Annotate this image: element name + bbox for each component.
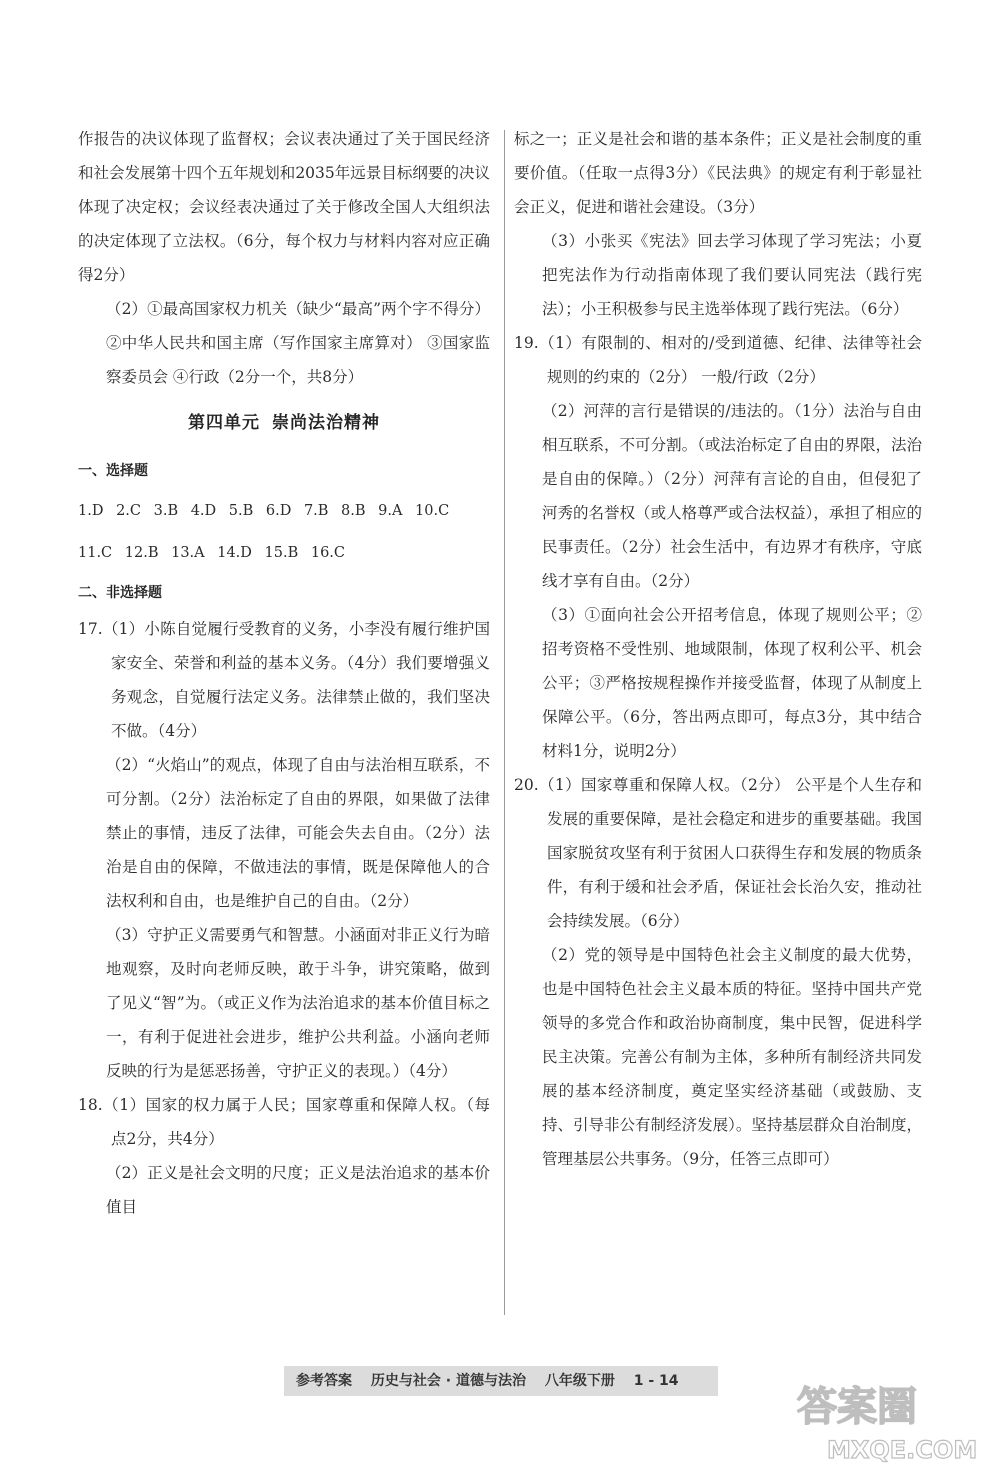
answer-17-3: （3）守护正义需要勇气和智慧。小涵面对非正义行为暗地观察，及时向老师反映，敢于斗争，讲究策略，做到了见义“智”为。（或正义作为法治追求的基本价值目标之一，有利于促进社会进步，维护公共利益。小涵向老师反映的行为是惩恶扬善，守护正义的表现。）（4分） xyxy=(106,926,490,1080)
section-heading-choice: 一、选择题 xyxy=(78,463,148,479)
right-column xyxy=(514,122,922,1176)
answer-19-2: （2）河萍的言行是错误的/违法的。（1分）法治与自由相互联系，不可分割。（或法治标定了自由的界限，法治是自由的保障。）（2分）河萍有言论的自由，但侵犯了河秀的名誉权（或人格尊严或合法权益），承担了相应的民事责任。（2分）社会生活中，有边界才有秩序，守底线才享有自由。（2分） xyxy=(542,402,922,590)
unit-number: 第四单元 xyxy=(188,413,260,433)
left-paragraph-continued: 作报告的决议体现了监督权；会议表决通过了关于国民经济和社会发展第十四个五年规划和2035年远景目标纲要的决议体现了决定权；会议经表决通过了关于修改全国人大组织法的决定体现了立法权。（6分，每个权力与材料内容对应正确得2分） xyxy=(78,130,490,284)
answer-17-1: 17.（1）小陈自觉履行受教育的义务，小李没有履行维护国家安全、荣誉和利益的基本义务。（4分）我们要增强义务观念，自觉履行法定义务。法律禁止做的，我们坚决不做。（4分） xyxy=(78,620,490,740)
footer-label: 参考答案 xyxy=(296,1373,352,1389)
answer-18-1: 18.（1）国家的权力属于人民；国家尊重和保障人权。（每点2分，共4分） xyxy=(78,1096,490,1148)
answer-19-1: 19.（1）有限制的、相对的/受到道德、纪律、法律等社会规则的约束的（2分） 一般/行政（2分） xyxy=(514,334,922,386)
footer-grade: 八年级下册 xyxy=(544,1373,615,1389)
choice-answers-row-2: 11.C 12.B 13.A 14.D 15.B 16.C xyxy=(78,545,346,561)
answer-17-2: （2）“火焰山”的观点，体现了自由与法治相互联系，不可分割。（2分）法治标定了自由的界限，如果做了法律禁止的事情，违反了法律，可能会失去自由。（2分）法治是自由的保障，不做违法的事情，既是保障他人的合法权利和自由，也是维护自己的自由。（2分） xyxy=(106,756,490,910)
answer-18-3: （3）小张买《宪法》回去学习体现了学习宪法；小夏把宪法作为行动指南体现了我们要认同宪法（践行宪法）；小王积极参与民主选举体现了践行宪法。（6分） xyxy=(542,232,922,318)
watermark-text-bottom: MXQE.COM xyxy=(827,1436,978,1464)
answer-20-1: 20.（1）国家尊重和保障人权。（2分） 公平是个人生存和发展的重要保障，是社会稳定和进步的重要基础。我国国家脱贫攻坚有利于贫困人口获得生存和发展的物质条件，有利于缓和社会矛盾，保证社会长治久安，推动社会持续发展。（6分） xyxy=(514,776,922,930)
right-paragraph-continued: 标之一；正义是社会和谐的基本条件；正义是社会制度的重要价值。（任取一点得3分）《民法典》的规定有利于彰显社会正义，促进和谐社会建设。（3分） xyxy=(514,130,922,216)
answer-18-2: （2）正义是社会文明的尺度；正义是法治追求的基本价值目 xyxy=(106,1164,490,1216)
watermark-text-top: 答案圈 xyxy=(797,1384,917,1430)
section-heading-nonchoice: 二、非选择题 xyxy=(78,585,162,601)
choice-answers-row-1: 1.D 2.C 3.B 4.D 5.B 6.D 7.B 8.B 9.A 10.C xyxy=(78,503,450,519)
watermark-logo xyxy=(793,1370,983,1466)
footer-page: 1 - 14 xyxy=(633,1373,679,1389)
footer-subject: 历史与社会 · 道德与法治 xyxy=(370,1373,526,1389)
column-divider xyxy=(504,130,505,1315)
left-column xyxy=(78,122,490,1224)
unit-title xyxy=(78,394,490,452)
footer-bar xyxy=(284,1366,718,1396)
unit-name: 崇尚法治精神 xyxy=(272,413,380,433)
answer-19-3: （3）①面向社会公开招考信息，体现了规则公平；②招考资格不受性别、地域限制，体现了权利公平、机会公平；③严格按规程操作并接受监督，体现了从制度上保障公平。（6分，答出两点即可，每点3分，其中结合材料1分，说明2分） xyxy=(542,606,922,760)
answer-sub-2: （2）①最高国家权力机关（缺少“最高”两个字不得分） ②中华人民共和国主席（写作国家主席算对） ③国家监察委员会 ④行政（2分一个，共8分） xyxy=(106,300,490,386)
answer-20-2: （2）党的领导是中国特色社会主义制度的最大优势，也是中国特色社会主义最本质的特征。坚持中国共产党领导的多党合作和政治协商制度，集中民智，促进科学民主决策。完善公有制为主体，多种所有制经济共同发展的基本经济制度，奠定坚实经济基础（或鼓励、支持、引导非公有制经济发展）。坚持基层群众自治制度，管理基层公共事务。（9分，任答三点即可） xyxy=(542,946,922,1168)
